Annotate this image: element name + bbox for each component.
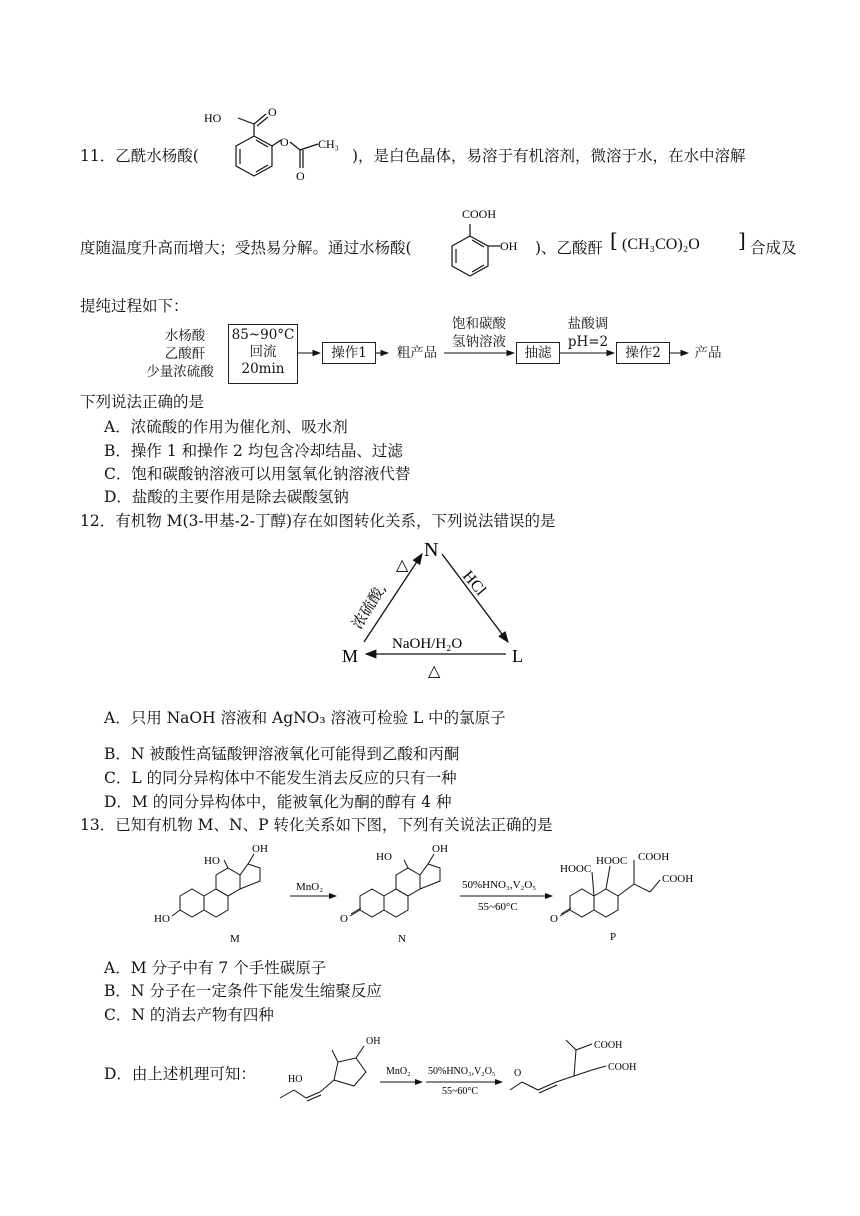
label-n: N (398, 933, 406, 945)
d-ho-label: HO (288, 1074, 303, 1085)
q12-triangle-diagram (330, 530, 550, 690)
q13-option-c[interactable]: C．N 的消去产物有四种 (104, 1006, 274, 1024)
flow-reagent2-line1: 盐酸调 (567, 316, 609, 332)
q11-line2-mid: )、乙酸酐 (535, 239, 604, 257)
q11-line1-suffix: )，是白色晶体，易溶于有机溶剂，微溶于水，在水中溶解 (352, 147, 746, 165)
q12-stem: 12．有机物 M(3-甲基-2-丁醇)存在如图转化关系，下列说法错误的是 (80, 512, 556, 530)
q12-option-b[interactable]: B．N 被酸性高锰酸钾溶液氧化可能得到乙酸和丙酮 (104, 745, 460, 763)
d-cooh-2-label: COOH (608, 1062, 637, 1073)
node-l: L (512, 646, 523, 666)
flow-cond-time: 20min (241, 361, 285, 377)
flow-cond-temp: 85~90°C (231, 327, 295, 343)
q13-stem: 13．已知有机物 M、N、P 转化关系如下图，下列有关说法正确的是 (80, 816, 553, 834)
m-oh-label: OH (252, 843, 268, 855)
flow-op2-box: 操作2 (616, 342, 670, 364)
p-hooc-1-label: HOOC (560, 863, 592, 875)
q11-line1-prefix: 11．乙酰水杨酸( (80, 147, 199, 165)
q11-option-b[interactable]: B．操作 1 和操作 2 均包含冷却结晶、过滤 (104, 442, 403, 460)
flow-op1-box: 操作1 (322, 342, 376, 364)
node-m: M (342, 646, 359, 666)
q11-line2-suffix: 合成及 (750, 239, 797, 257)
p-hooc-2-label: HOOC (596, 855, 628, 867)
p-o-label: O (550, 913, 558, 925)
base-label: NaOH/H₂O (392, 636, 463, 652)
q12-option-a[interactable]: A．只用 NaOH 溶液和 AgNO₃ 溶液可检验 L 中的氯原子 (104, 709, 506, 727)
cooh-label: COOH (462, 207, 497, 221)
temp-label: 55~60°C (478, 901, 518, 913)
d-mno2-label: MnO₂ (386, 1066, 411, 1077)
flow-crude-product: 粗产品 (396, 345, 438, 361)
n-oh-label: OH (432, 843, 448, 855)
acid-label: 浓硫酸, (348, 580, 390, 633)
m-ho2-label: HO (154, 913, 170, 925)
q13-option-d[interactable]: D．由上述机理可知： (104, 1065, 256, 1083)
oh-label: OH (500, 239, 518, 253)
p-cooh-2-label: COOH (662, 873, 694, 885)
ester-o-label: O (280, 135, 289, 149)
flow-reagent2-line2: pH=2 (567, 334, 609, 350)
acetic-anhydride-formula: (CH₃CO)₂O (622, 236, 700, 253)
flow-reagent1-line1: 饱和碳酸 (452, 316, 506, 332)
bracket-right: ] (738, 228, 746, 252)
d-o-label: O (514, 1068, 522, 1079)
label-m: M (230, 933, 240, 945)
hno3-label: 50%HNO₃,V₂O₅ (462, 879, 537, 891)
q13-option-a[interactable]: A．M 分子中有 7 个手性碳原子 (104, 959, 327, 977)
q13-reaction-scheme (140, 836, 740, 948)
q11-line3: 提纯过程如下： (80, 297, 189, 315)
q13-option-b[interactable]: B．N 分子在一定条件下能发生缩聚反应 (104, 982, 382, 1000)
carbonyl-o-label: O (268, 105, 277, 119)
q11-option-a[interactable]: A．浓硫酸的作用为催化剂、吸水剂 (104, 418, 348, 436)
q12-option-c[interactable]: C．L 的同分异构体中不能发生消去反应的只有一种 (104, 769, 457, 787)
label-p: P (610, 931, 617, 943)
m-ho-label: HO (204, 855, 220, 867)
flow-arrows (0, 0, 860, 400)
bracket-left: [ (610, 228, 618, 252)
d-cooh-1-label: COOH (594, 1040, 623, 1051)
mno2-label: MnO₂ (296, 881, 324, 893)
ho-label: HO (204, 111, 222, 125)
heat-label-2: △ (428, 663, 441, 680)
flow-reagent1-line2: 氢钠溶液 (452, 334, 506, 350)
heat-label-1: △ (396, 557, 409, 574)
n-o-label: O (340, 913, 348, 925)
hcl-label: HCl (458, 567, 490, 600)
d-temp-label: 55~60°C (442, 1086, 479, 1097)
q13-option-d-scheme (276, 1030, 676, 1120)
q11-line2-prefix: 度随温度升高而增大；受热易分解。通过水杨酸( (80, 239, 412, 257)
flow-filter-box: 抽滤 (516, 342, 560, 364)
p-cooh-1-label: COOH (638, 851, 670, 863)
flow-reactant-2: 乙酸酐 (164, 346, 206, 362)
flow-reactant-3: 少量浓硫酸 (146, 364, 214, 380)
d-oh-label: OH (366, 1036, 381, 1047)
flow-reactant-1: 水杨酸 (164, 328, 206, 344)
node-n: N (424, 539, 439, 561)
q11-option-c[interactable]: C．饱和碳酸钠溶液可以用氢氧化钠溶液代替 (104, 465, 411, 483)
q11-stem: 下列说法正确的是 (80, 393, 205, 411)
ch3-label: CH₃ (318, 137, 339, 151)
n-ho-label: HO (376, 851, 392, 863)
q11-option-d[interactable]: D．盐酸的主要作用是除去碳酸氢钠 (104, 488, 349, 506)
d-hno3-label: 50%HNO₃,V₂O₅ (428, 1066, 496, 1077)
q12-option-d[interactable]: D．M 的同分异构体中，能被氧化为酮的醇有 4 种 (104, 793, 452, 811)
flow-product: 产品 (694, 345, 722, 361)
flow-cond-reflux: 回流 (249, 344, 277, 360)
acetyl-o-label: O (296, 169, 305, 183)
